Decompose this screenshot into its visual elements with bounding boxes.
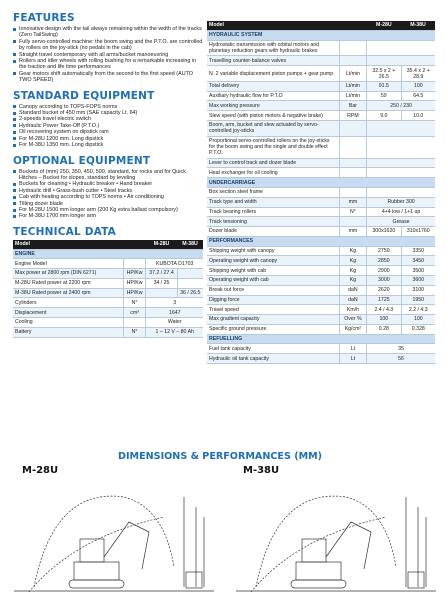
row-unit (339, 40, 366, 56)
optional-equipment-item: For M-28U 1500 mm longer arm (200 Kg extra ballast compulsory) (13, 207, 203, 213)
table-row (13, 327, 203, 337)
row-label: Shipping weight with canopy (207, 246, 339, 256)
spec-header-model: Model (207, 21, 339, 30)
row-label: Track type and width (207, 197, 339, 207)
row-label: Max working pressure (207, 101, 339, 111)
standard-equipment-item: Oil recovering system on dipstick ram (13, 129, 203, 135)
row-value-m38u: 310x1760 (401, 227, 435, 237)
row-label: N. 2 variable displacement piston pumps + gear pump (207, 66, 339, 82)
table-row (13, 298, 203, 308)
row-value-m28u: 37.2 / 27.4 (146, 269, 177, 279)
dimensions-heading: DIMENSIONS & PERFORMANCES (MM) (118, 451, 323, 462)
standard-equipment-list (13, 104, 203, 149)
row-value-m28u: 2850 (367, 256, 401, 266)
table-row (207, 266, 435, 276)
row-unit (339, 56, 366, 66)
feature-item: Fully servo-controlled machine: the boom swing and the P.T.O. are controlled by rollers on the joy-stick (no pedals in the cab) (13, 39, 203, 52)
row-unit: RPM (339, 111, 366, 121)
header-model: Model (13, 240, 123, 249)
row-label: M-38U Rated power at 2400 rpm (13, 288, 123, 298)
row-label: Slew speed (with piston motors & negative brake) (207, 111, 339, 121)
section-label: ENGINE (13, 249, 203, 259)
standard-equipment-item: Canopy according to TOPS-FOPS norms (13, 104, 203, 110)
row-unit: mm (339, 227, 366, 237)
table-row (207, 354, 435, 364)
row-value-m38u: 3600 (401, 275, 435, 285)
row-label: Digging force (207, 295, 339, 305)
spec-header-m28u: M-28U (367, 21, 401, 30)
row-label: Max gradient capacity (207, 315, 339, 325)
row-value-m28u: 300x1620 (367, 227, 401, 237)
row-unit: Lt/min (339, 66, 366, 82)
table-row (207, 121, 435, 137)
row-value-m38u: 35.4 x 2 + 28.9 (401, 66, 435, 82)
header-m38u: M-38U (177, 240, 203, 249)
table-row (13, 259, 203, 269)
optional-equipment-item: Buckets for cleaning • Hydraulic breaker • Hand breaker (13, 181, 203, 187)
standard-equipment-item: 2-speeds travel electric switch (13, 116, 203, 122)
row-value-m28u: 2750 (367, 246, 401, 256)
row-label: Fuel tank capacity (207, 344, 339, 354)
row-unit: Kg (339, 266, 366, 276)
row-unit (339, 136, 366, 158)
row-value-both: 1647 (146, 308, 203, 318)
header-m28u: M-28U (146, 240, 177, 249)
table-row (207, 207, 435, 217)
row-value-m28u: 2620 (367, 285, 401, 295)
right-column (207, 21, 435, 364)
row-unit: Kg (339, 275, 366, 285)
row-value-m38u: 2.2 / 4.3 (401, 305, 435, 315)
row-value-both: KUBOTA D1703 (146, 259, 203, 269)
table-row (207, 217, 435, 227)
row-label: Specific ground pressure (207, 324, 339, 334)
row-unit (339, 168, 366, 178)
row-label: Cooling (13, 318, 123, 328)
table-row (207, 324, 435, 334)
row-label: Dozer blade (207, 227, 339, 237)
row-value-m38u: 36 / 26.5 (177, 288, 203, 298)
table-row (207, 256, 435, 266)
table-row (13, 278, 203, 288)
row-value-m28u: 0.28 (367, 324, 401, 334)
standard-equipment-item: For M-38U 1350 mm. Long dipstick (13, 142, 203, 148)
row-value-both (367, 56, 435, 66)
row-value-m28u: 9.0 (367, 111, 401, 121)
row-value-m38u: 100 (401, 81, 435, 91)
section-row (207, 236, 435, 246)
table-row (207, 227, 435, 237)
spec-table-header (207, 21, 435, 30)
row-unit: HP/Kw (123, 269, 146, 279)
standard-equipment-item: Standard bucket of 450 mm (SAE capacity Lt. 64) (13, 110, 203, 116)
section-row (207, 30, 435, 40)
feature-item: Straight travel contemporary with all arms/bucket manoeuvring (13, 52, 203, 58)
row-unit: daN (339, 295, 366, 305)
table-row (207, 197, 435, 207)
row-unit (339, 121, 366, 137)
row-value-both: 1 – 12 V – 80 Ah (146, 327, 203, 337)
row-unit: N° (339, 207, 366, 217)
row-unit: Kg (339, 246, 366, 256)
row-value-m28u: 3000 (367, 275, 401, 285)
table-row (13, 269, 203, 279)
table-row (207, 315, 435, 325)
optional-equipment-item: Buckets of (mm) 250, 350, 450, 500, standard, for rocks and for Quick Hitches – Bucket for slopes, standard by leveling (13, 169, 203, 182)
table-row (207, 40, 435, 56)
table-row (207, 81, 435, 91)
table-row (207, 111, 435, 121)
row-label: M-28U Rated power at 2200 rpm (13, 278, 123, 288)
technical-table-header (13, 240, 203, 249)
optional-equipment-heading: OPTIONAL EQUIPMENT (13, 154, 151, 167)
row-value-both: 56 (367, 354, 435, 364)
row-label: Break out force (207, 285, 339, 295)
section-label: REFUELLING (207, 334, 435, 344)
table-row (207, 66, 435, 82)
row-unit (339, 217, 366, 227)
row-label: Engine Model (13, 259, 123, 269)
table-row (207, 275, 435, 285)
row-value-m38u: 3450 (401, 256, 435, 266)
row-value-both: Grease (367, 217, 435, 227)
table-row (207, 295, 435, 305)
row-unit: Bar (339, 101, 366, 111)
table-row (207, 187, 435, 197)
row-unit (339, 187, 366, 197)
row-unit (123, 318, 146, 328)
row-value-both: 4+4 low / 1+1 up (367, 207, 435, 217)
row-value-m28u: 32.5 x 2 + 26.5 (367, 66, 401, 82)
row-value-m38u (177, 269, 203, 279)
table-row (207, 285, 435, 295)
row-label: Total delivery (207, 81, 339, 91)
section-row (207, 334, 435, 344)
optional-equipment-item: Hydraulic drill • Grass-bush cutter • Steel tracks (13, 188, 203, 194)
row-value-m38u: 64.5 (401, 91, 435, 101)
row-unit: Kg (339, 256, 366, 266)
row-label: Track bearing rollers (207, 207, 339, 217)
row-value-m38u: 3100 (401, 285, 435, 295)
row-value-both: 3 (146, 298, 203, 308)
spec-table (207, 21, 435, 364)
right-model-label: M-38U (243, 465, 280, 476)
row-label: Heat exchanger for oil cooling (207, 168, 339, 178)
row-value-m38u: 10.0 (401, 111, 435, 121)
technical-data-heading: TECHNICAL DATA (13, 225, 117, 238)
table-row (207, 168, 435, 178)
table-row (207, 305, 435, 315)
row-unit: HP/Kw (123, 278, 146, 288)
row-value-m28u: 34 / 25 (146, 278, 177, 288)
row-label: Displacement (13, 308, 123, 318)
row-unit: N° (123, 327, 146, 337)
optional-equipment-item: For M-38U 1700 mm longer arm (13, 213, 203, 219)
table-row (207, 158, 435, 168)
m28u-dimension-drawing (14, 477, 214, 597)
row-value-both (367, 158, 435, 168)
features-list (13, 26, 203, 84)
features-heading: FEATURES (13, 12, 75, 24)
row-value-both (367, 121, 435, 137)
row-unit: Lt (339, 344, 366, 354)
row-label: Max power at 2800 rpm (DIN 6271) (13, 269, 123, 279)
feature-item: Innovative design with the tail always remaining within the width of the tracks (Zero TailSwing) (13, 26, 203, 39)
left-model-label: M-28U (22, 465, 59, 476)
optional-equipment-list (13, 169, 203, 220)
table-row (13, 288, 203, 298)
table-row (13, 308, 203, 318)
table-row (207, 101, 435, 111)
row-label: Hydrostatic transmission with orbital motors and planetary reduction gears with hydraulic brakes (207, 40, 339, 56)
section-label: HYDRAULIC SYSTEM (207, 30, 435, 40)
row-label: Travelling counter-balance valves (207, 56, 339, 66)
row-label: Track tensioning (207, 217, 339, 227)
m38u-dimension-drawing (236, 477, 436, 597)
section-row (13, 249, 203, 259)
row-value-m28u: 91.5 (367, 81, 401, 91)
left-column (13, 12, 203, 338)
table-row (13, 318, 203, 328)
standard-equipment-item: For M-28U 1200 mm. Long dipstick (13, 136, 203, 142)
optional-equipment-item: Cab with heating according to TOPS norms • Air conditioning (13, 194, 203, 200)
row-label: Operating weight with canopy (207, 256, 339, 266)
table-row (207, 344, 435, 354)
row-value-both: 35 (367, 344, 435, 354)
row-value-m38u: 3350 (401, 246, 435, 256)
row-unit: mm (339, 197, 366, 207)
row-value-m38u: 0.328 (401, 324, 435, 334)
feature-item: Rollers and idler wheels with rolling bushing for a remarkable increasing in the traction and life time performances (13, 58, 203, 71)
row-unit: Lt/min (339, 91, 366, 101)
technical-data-table (13, 240, 203, 338)
row-label: Auxiliary hydraulic flow for P.T.O (207, 91, 339, 101)
table-row (207, 136, 435, 158)
row-label: Hydraulic oil tank capacity (207, 354, 339, 364)
feature-item: Gear motors shift automatically from the second to the first speed (AUTO TWO SPEED) (13, 71, 203, 84)
standard-equipment-item: Hydraulic Power Take-Off (P.T.O.) (13, 123, 203, 129)
row-unit: HP/Kw (123, 288, 146, 298)
row-value-m28u: 59 (367, 91, 401, 101)
row-value-m38u (177, 278, 203, 288)
row-unit: Km/h (339, 305, 366, 315)
row-unit (339, 158, 366, 168)
row-label: Travel speed (207, 305, 339, 315)
row-value-m28u: 100 (367, 315, 401, 325)
row-label: Operating weight with cab (207, 275, 339, 285)
row-value-m28u (146, 288, 177, 298)
row-value-m28u: 1725 (367, 295, 401, 305)
row-label: Battery (13, 327, 123, 337)
row-label: Proportional servo-controlled rollers on the joy-sticks for the boom swing and the single and double effect P.T.O. (207, 136, 339, 158)
row-value-both (367, 136, 435, 158)
spec-header-m38u: M-38U (401, 21, 435, 30)
row-unit: daN (339, 285, 366, 295)
row-unit (123, 259, 146, 269)
row-value-both: 250 / 230 (367, 101, 435, 111)
section-label: PERFORMANCES (207, 236, 435, 246)
row-value-both (367, 187, 435, 197)
section-label: UNDERCARRIAGE (207, 178, 435, 188)
row-label: Shipping weight with cab (207, 266, 339, 276)
section-row (207, 178, 435, 188)
row-unit: Kg/cm² (339, 324, 366, 334)
table-row (207, 91, 435, 101)
optional-equipment-item: Tilting dozer blade (13, 201, 203, 207)
header-unit (123, 240, 146, 249)
spec-header-unit (339, 21, 366, 30)
row-value-both: Rubber 300 (367, 197, 435, 207)
row-unit: Lt (339, 354, 366, 364)
row-label: Box section steel frame (207, 187, 339, 197)
row-label: Cylinders (13, 298, 123, 308)
row-value-both (367, 168, 435, 178)
row-unit: Lt/min (339, 81, 366, 91)
row-value-m28u: 2900 (367, 266, 401, 276)
row-unit: cm³ (123, 308, 146, 318)
row-value-both (367, 40, 435, 56)
row-value-m38u: 100 (401, 315, 435, 325)
table-row (207, 246, 435, 256)
row-value-m38u: 1950 (401, 295, 435, 305)
row-value-m38u: 3500 (401, 266, 435, 276)
row-value-both: Water (146, 318, 203, 328)
row-unit: N° (123, 298, 146, 308)
row-value-m28u: 2.4 / 4.3 (367, 305, 401, 315)
row-label: Lever to control track and dozer blade (207, 158, 339, 168)
row-unit: Over % (339, 315, 366, 325)
row-label: Boom, arm, bucket and slew actuated by servo-controlled joy-sticks (207, 121, 339, 137)
table-row (207, 56, 435, 66)
standard-equipment-heading: STANDARD EQUIPMENT (13, 89, 155, 102)
